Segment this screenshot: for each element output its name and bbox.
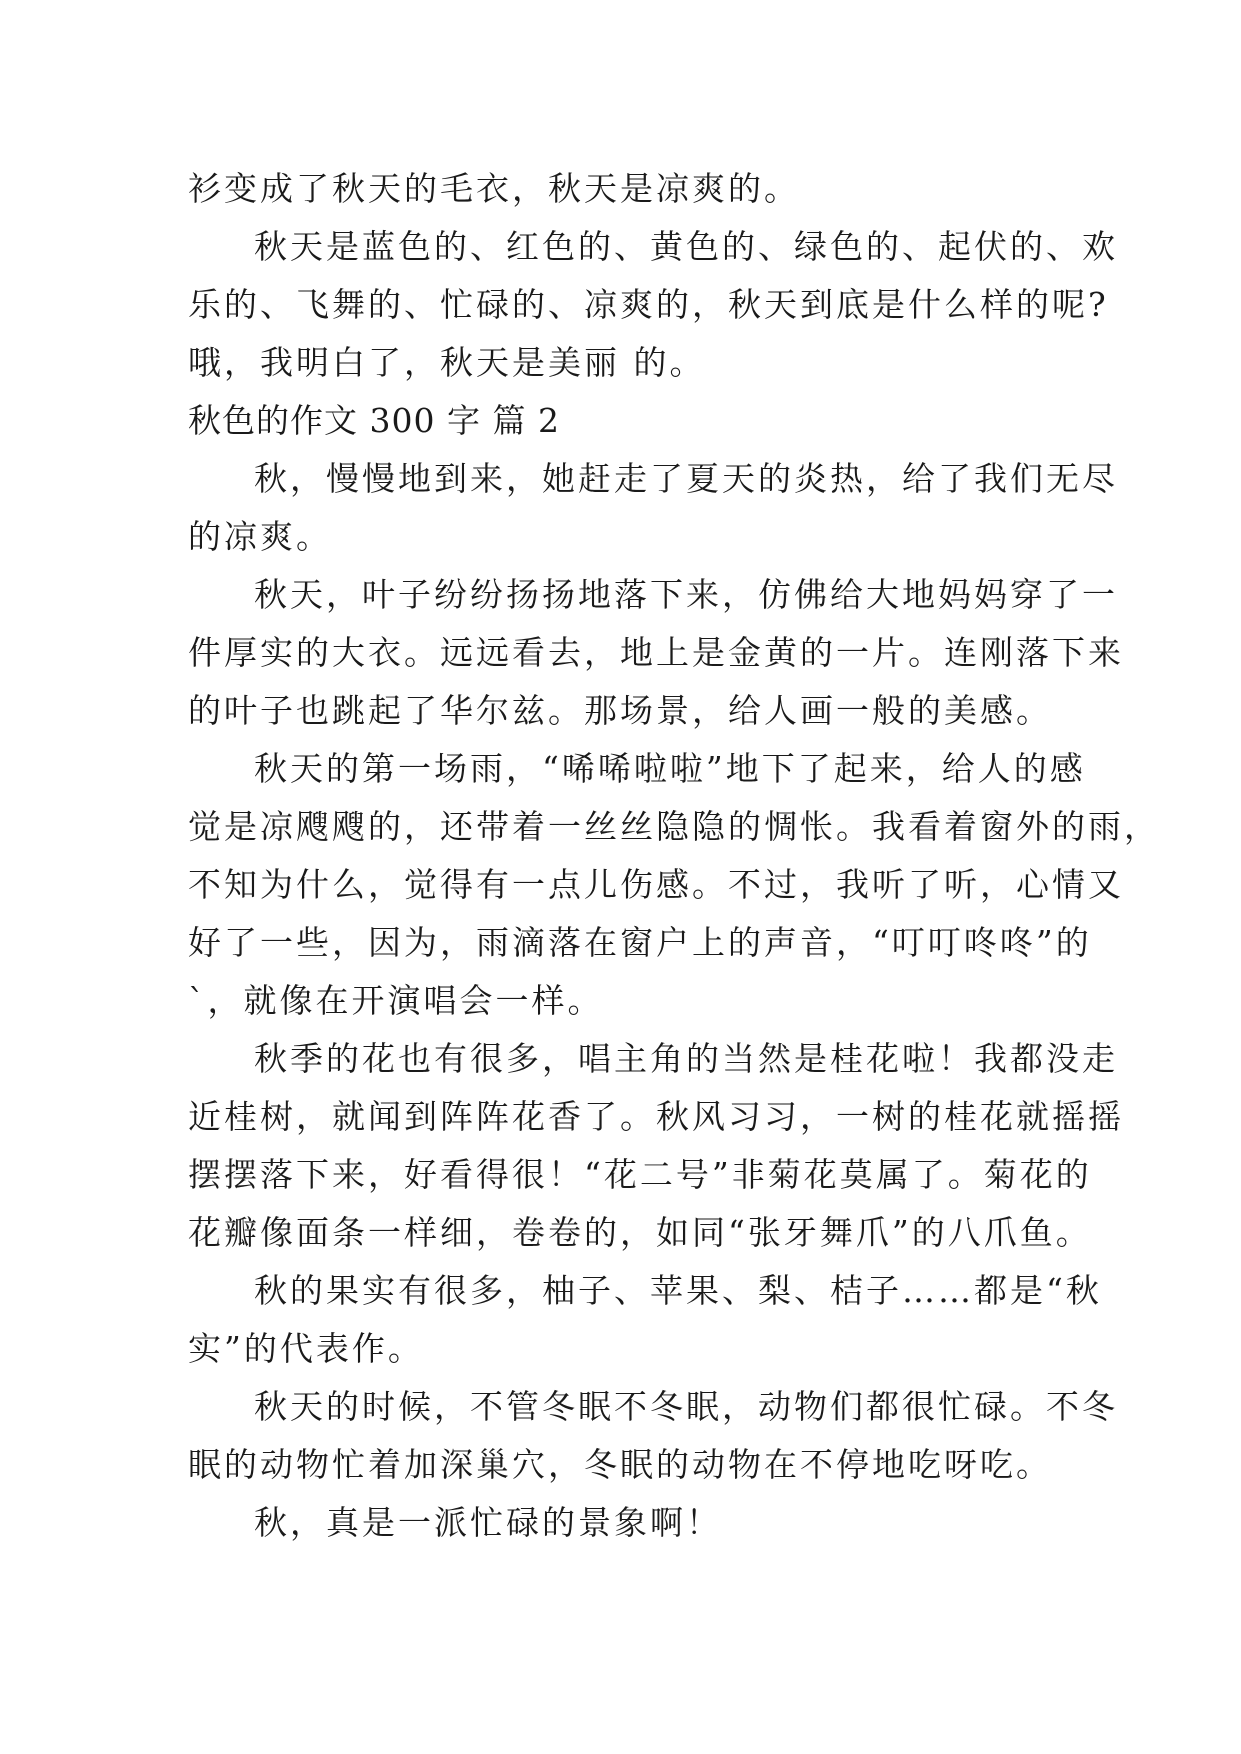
text-line: 好了一些，因为，雨滴落在窗户上的声音，“叮叮咚咚”的: [188, 923, 1092, 962]
text-line: 不知为什么，觉得有一点儿伤感。不过，我听了听，心情又: [188, 865, 1124, 904]
text-line: 的凉爽。: [188, 517, 332, 556]
paragraph-start-line: 秋天，叶子纷纷扬扬地落下来，仿佛给大地妈妈穿了一: [254, 575, 1118, 614]
section-heading: 秋色的作文 300 字 篇 2: [188, 401, 560, 440]
text-line: 花瓣像面条一样细，卷卷的，如同“张牙舞爪”的八爪鱼。: [188, 1213, 1092, 1252]
paragraph-start-line: 秋，真是一派忙碌的景象啊！: [254, 1503, 722, 1542]
text-line: 的叶子也跳起了华尔兹。那场景，给人画一般的美感。: [188, 691, 1052, 730]
paragraph-start-line: 秋天的第一场雨，“唏唏啦啦”地下了起来，给人的感: [254, 749, 1086, 788]
text-line: 觉是凉飕飕的，还带着一丝丝隐隐的惆怅。我看着窗外的雨，: [188, 807, 1160, 846]
paragraph-start-line: 秋的果实有很多，柚子、苹果、梨、桔子……都是“秋: [254, 1271, 1102, 1310]
document-body: [188, 160, 1160, 1552]
text-line: 乐的、飞舞的、忙碌的、凉爽的，秋天到底是什么样的呢?: [188, 285, 1109, 324]
text-line: 衫变成了秋天的毛衣，秋天是凉爽的。: [188, 169, 800, 208]
text-line: 件厚实的大衣。远远看去，地上是金黄的一片。连刚落下来: [188, 633, 1124, 672]
text-line: 眠的动物忙着加深巢穴，冬眠的动物在不停地吃呀吃。: [188, 1445, 1052, 1484]
paragraph-start-line: 秋，慢慢地到来，她赶走了夏天的炎热，给了我们无尽: [254, 459, 1118, 498]
text-line: 哦，我明白了，秋天是美丽 的。: [188, 343, 706, 382]
paragraph-start-line: 秋天是蓝色的、红色的、黄色的、绿色的、起伏的、欢: [254, 227, 1118, 266]
text-line: 摆摆落下来，好看得很！“花二号”非菊花莫属了。菊花的: [188, 1155, 1092, 1194]
paragraph-start-line: 秋天的时候，不管冬眠不冬眠，动物们都很忙碌。不冬: [254, 1387, 1118, 1426]
text-line: 近桂树，就闻到阵阵花香了。秋风习习，一树的桂花就摇摇: [188, 1097, 1124, 1136]
text-line: `，就像在开演唱会一样。: [188, 981, 604, 1020]
paragraph-start-line: 秋季的花也有很多，唱主角的当然是桂花啦！我都没走: [254, 1039, 1118, 1078]
text-line: 实”的代表作。: [188, 1329, 424, 1368]
